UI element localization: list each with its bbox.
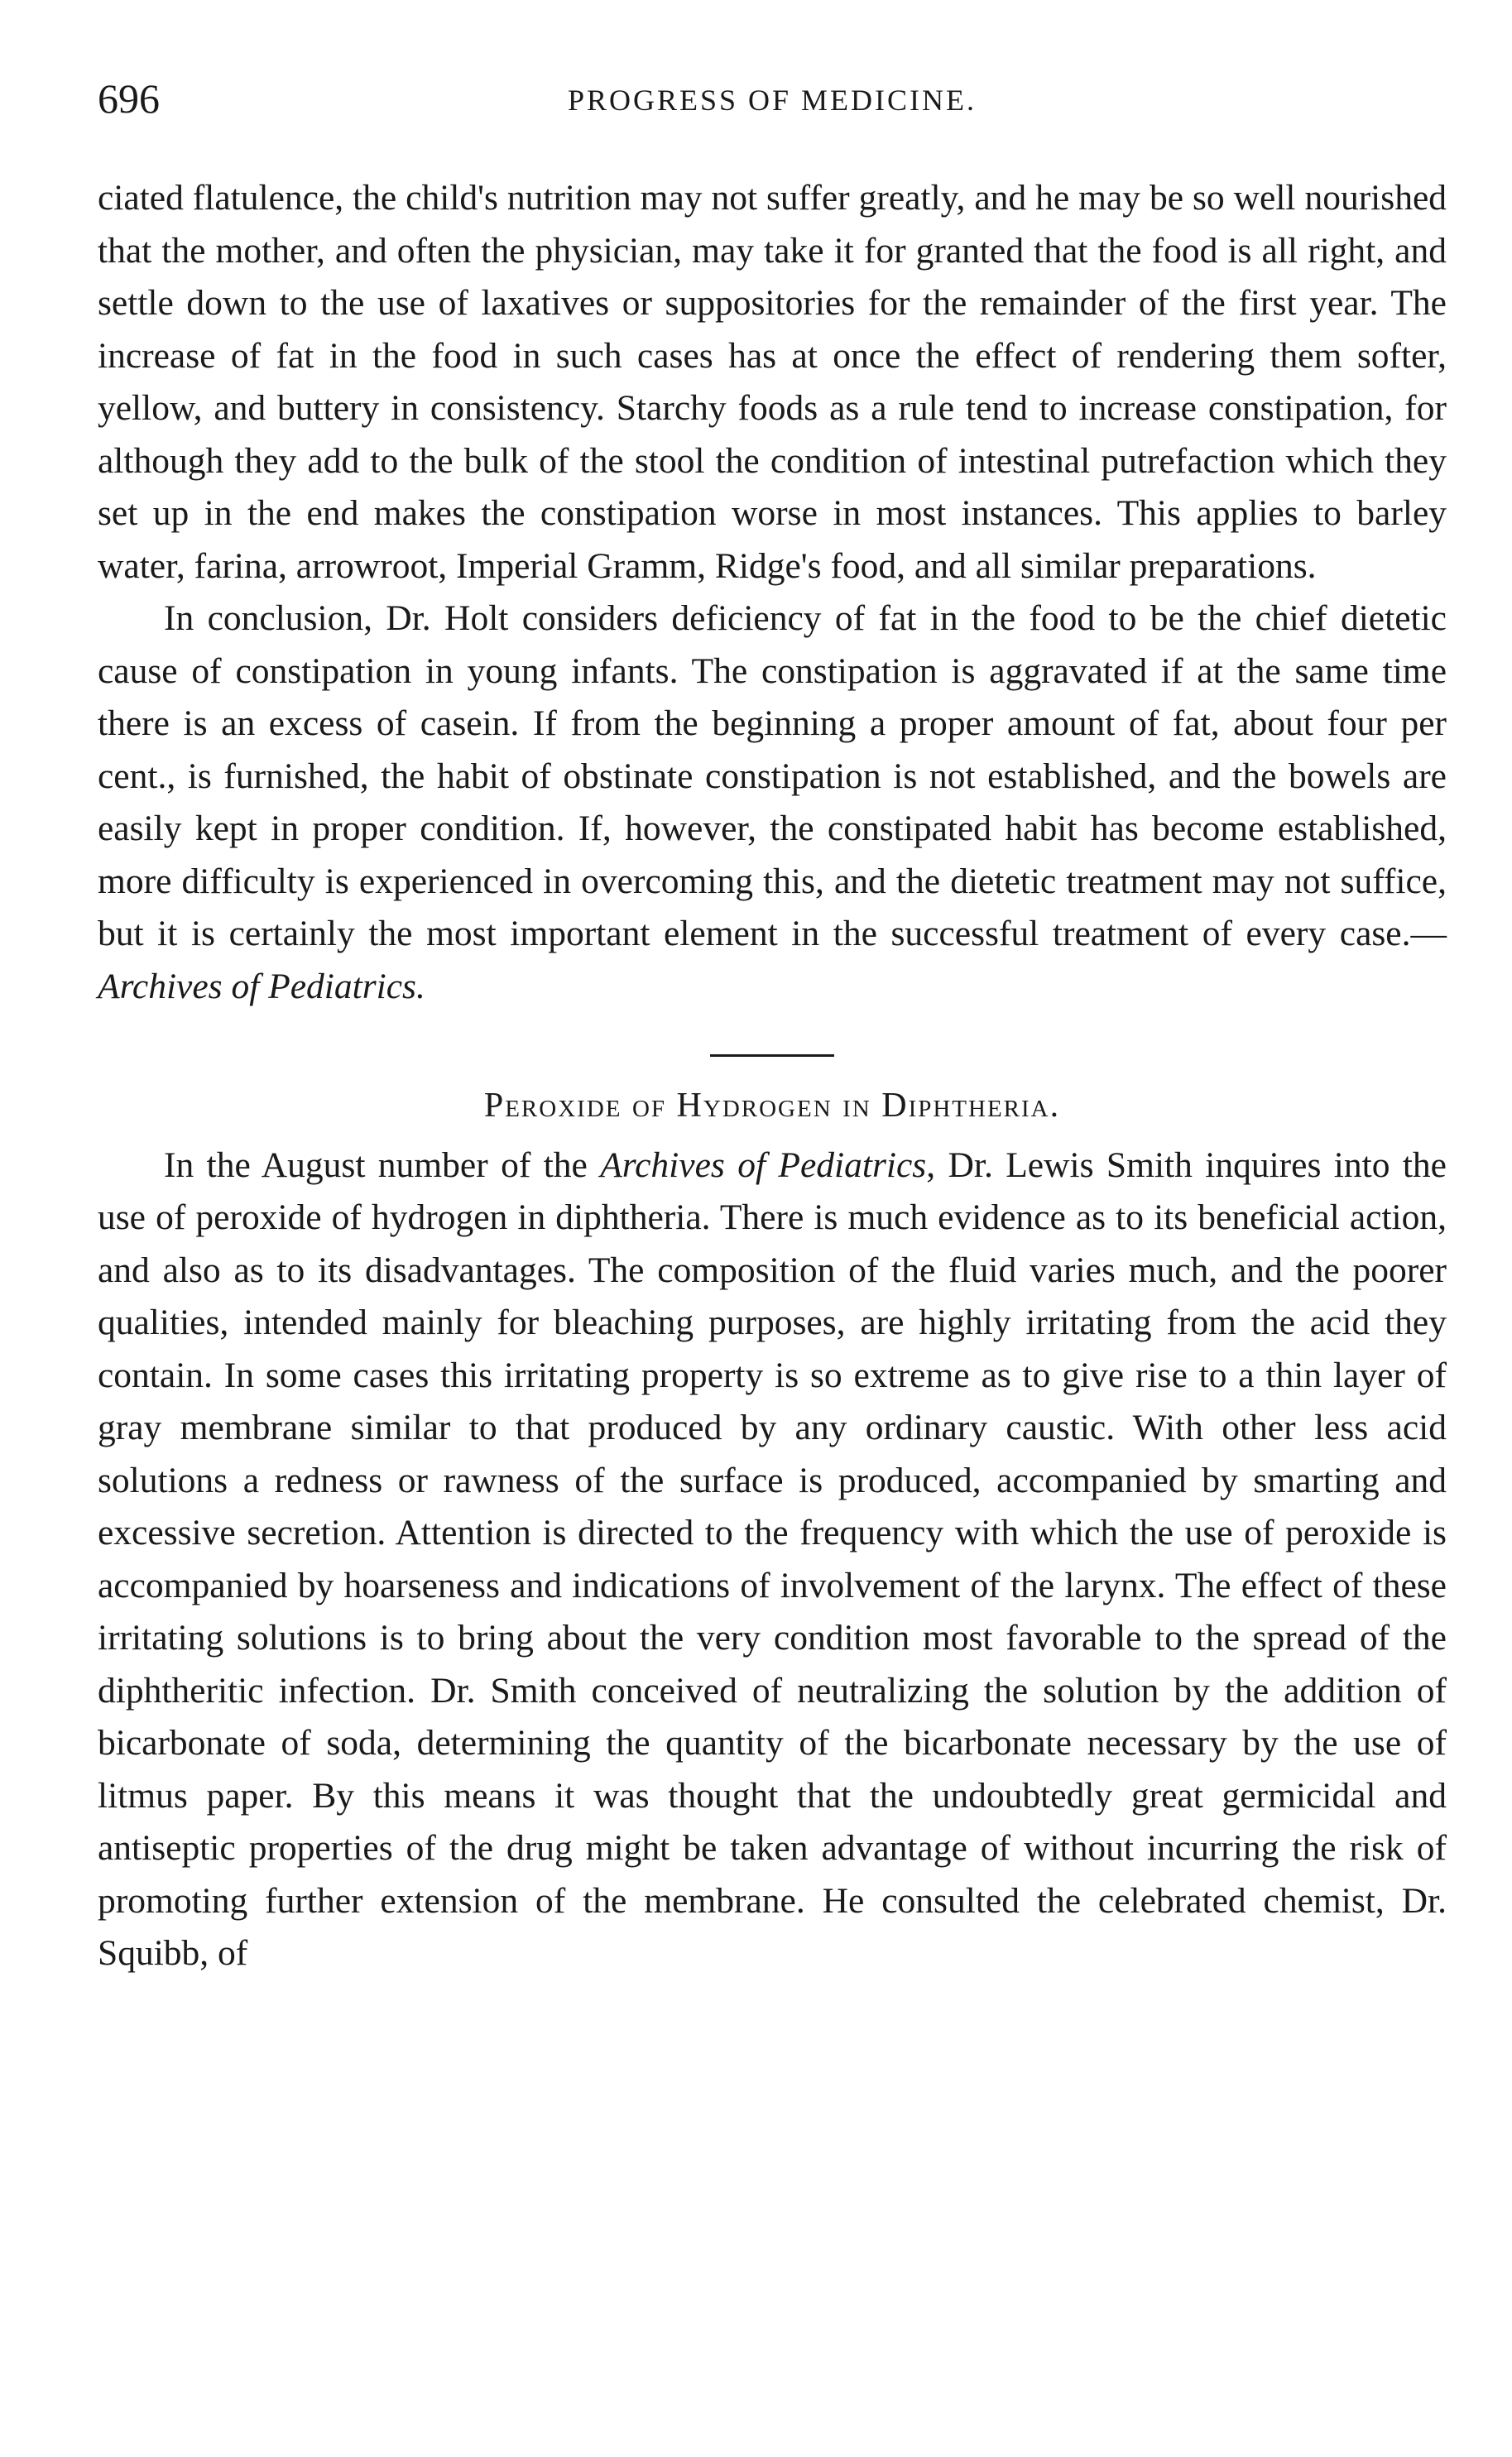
- citation: Archives of Pediatrics.: [98, 966, 425, 1006]
- paragraph-text: In conclusion, Dr. Holt considers deficiency of fat in the food to be the chief dietetic cause of constipation in young infants. The constipation is aggravated if at the same time there is an excess of casein. If from the beginning a proper amount of fat, about four per cent., is furnished, the habit of obstinate constipation is not established, and the bowels are easily kept in proper condition. If, however, the constipated habit has become established, more difficulty is experienced in overcoming this, and the dietetic treatment may not suffice, but it is certainly the most important element in the successful treatment of every case.—: [98, 598, 1447, 953]
- paragraph-continued: [98, 172, 1447, 593]
- page-number: 696: [98, 75, 160, 122]
- paragraph-peroxide: [98, 1140, 1447, 1980]
- book-page: [98, 74, 1447, 1980]
- section-heading: Peroxide of Hydrogen in Diphtheria.: [483, 1087, 1061, 1125]
- paragraph-text: ciated flatulence, the child's nutrition may not suffer greatly, and he may be so well nourished that the mother, and often the physician, may take it for granted that the food is all right, and settle down to the use of laxatives or suppositories for the remainder of the first year. The increase of fat in the food in such cases has at once the effect of rendering them softer, yellow, and buttery in consistency. Starchy foods as a rule tend to increase constipation, for although they add to the bulk of the stool the condition of intestinal putrefaction which they set up in the end makes the constipation worse in most instances. This applies to barley water, farina, arrowroot, Imperial Gramm, Ridge's food, and all similar preparations.: [98, 178, 1447, 586]
- journal-title: Archives of Pediatrics: [600, 1145, 927, 1185]
- running-title: PROGRESS OF MEDICINE.: [567, 84, 977, 117]
- paragraph-conclusion: [98, 593, 1447, 1013]
- section-divider: [710, 1054, 834, 1057]
- running-head: [98, 74, 1447, 132]
- paragraph-intro: In the August number of the: [164, 1145, 601, 1185]
- paragraph-text: , Dr. Lewis Smith inquires into the use of peroxide of hydrogen in diphtheria. There is much evidence as to its beneficial action, and also as to its disadvantages. The composition of the fluid varies much, and the poorer qualities, intended mainly for bleaching purposes, are highly irritating from the acid they contain. In some cases this irritating property is so extreme as to give rise to a thin layer of gray membrane similar to that produced by any ordinary caustic. With other less acid solutions a redness or rawness of the surface is produced, accompanied by smarting and excessive secretion. Attention is directed to the frequency with which the use of peroxide is accompanied by hoarseness and indications of involvement of the larynx. The effect of these irritating solutions is to bring about the very condition most favorable to the spread of the diphtheritic infection. Dr. Smith conceived of neutralizing the solution by the addition of bicarbonate of soda, determining the quantity of the bicarbonate necessary by the use of litmus paper. By this means it was thought that the undoubtedly great germicidal and antiseptic properties of the drug might be taken advantage of without incurring the risk of promoting further extension of the membrane. He consulted the celebrated chemist, Dr. Squibb, of: [98, 1145, 1447, 1973]
- body-text: [98, 172, 1447, 1980]
